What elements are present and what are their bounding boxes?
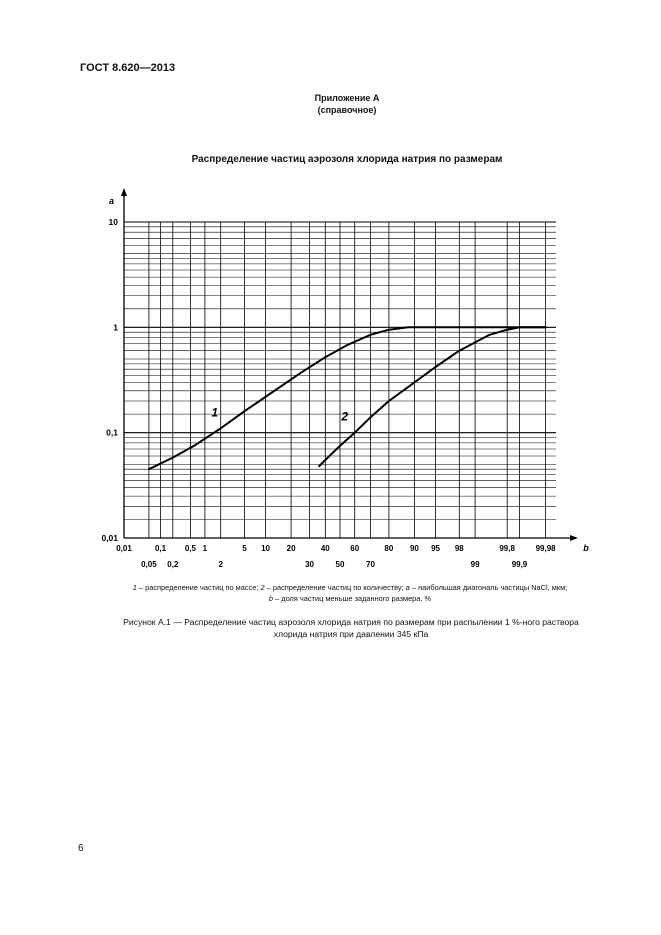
legend-line-2 — [80, 593, 620, 604]
document-code: ГОСТ 8.620—2013 — [80, 62, 176, 74]
y-axis-label: a — [108, 196, 114, 206]
x-tick-label-lower: 99 — [470, 560, 480, 569]
chart-axes — [121, 188, 578, 541]
x-tick-label-upper: 99,98 — [535, 544, 556, 553]
series-label-2: 2 — [341, 409, 349, 424]
x-tick-label-lower: 30 — [305, 560, 314, 569]
chart-title: Распределение частиц аэрозоля хлорида натрия по размерам — [191, 154, 503, 165]
x-tick-label-upper: 90 — [409, 544, 419, 553]
x-tick-label-lower: 70 — [366, 560, 375, 569]
legend-item-1: 1 – распределение частиц по массе; — [132, 583, 259, 592]
x-tick-label-upper: 95 — [431, 544, 440, 553]
y-tick-label: 10 — [108, 217, 118, 227]
x-tick-label-upper: 0,5 — [184, 544, 196, 553]
y-tick-label: 0,1 — [106, 427, 118, 438]
chart-grid — [124, 222, 556, 538]
series-line-1 — [149, 327, 546, 469]
series-line-2 — [319, 327, 545, 466]
x-tick-label-upper: 1 — [202, 544, 208, 553]
page-number: 6 — [78, 843, 84, 854]
y-tick-label: 0,01 — [101, 533, 118, 543]
x-tick-label-upper: 99,8 — [499, 544, 515, 553]
x-tick-label-upper: 80 — [384, 544, 394, 553]
figure-caption — [40, 616, 661, 640]
series-label-1: 1 — [211, 405, 219, 420]
x-tick-label-upper: 10 — [261, 544, 271, 553]
x-tick-label-upper: 60 — [350, 544, 360, 553]
appendix-title: Приложение А — [314, 93, 380, 103]
x-tick-label-lower: 0,05 — [141, 560, 157, 569]
legend — [80, 582, 620, 604]
x-tick-label-lower: 50 — [335, 560, 345, 569]
legend-line-1 — [80, 582, 620, 593]
x-axis-label: b — [583, 543, 589, 553]
legend-item-b: b – доля частиц меньше заданного размера, % — [268, 594, 432, 603]
x-axis-arrow — [570, 535, 578, 541]
x-tick-label-upper: 20 — [286, 544, 296, 553]
x-tick-label-lower: 2 — [218, 560, 223, 569]
appendix-subtitle: (справочное) — [317, 105, 377, 115]
x-tick-label-lower: 99,9 — [511, 560, 528, 569]
x-tick-label-upper: 0,1 — [154, 544, 167, 553]
y-tick-label: 1 — [113, 322, 118, 333]
caption-line-2: хлорида натрия при давлении 345 кПа — [273, 629, 429, 639]
legend-item-a: a – наибольшая диагональ частицы NaCl, мкм; — [405, 583, 568, 592]
chart-series — [149, 327, 546, 469]
x-tick-label-upper: 0,01 — [116, 544, 132, 553]
y-axis-arrow — [121, 188, 127, 196]
x-tick-label-upper: 40 — [320, 544, 330, 553]
caption-line-1: Рисунок А.1 — Распределение частиц аэрозоля хлорида натрия по размерам при распылении 1 %-ного раствора — [123, 617, 579, 627]
x-tick-label-upper: 5 — [242, 544, 247, 553]
x-tick-label-upper: 98 — [454, 544, 464, 553]
x-tick-label-lower: 0,2 — [167, 560, 179, 569]
legend-item-2: 2 – распределение частиц по количеству; — [260, 583, 404, 592]
